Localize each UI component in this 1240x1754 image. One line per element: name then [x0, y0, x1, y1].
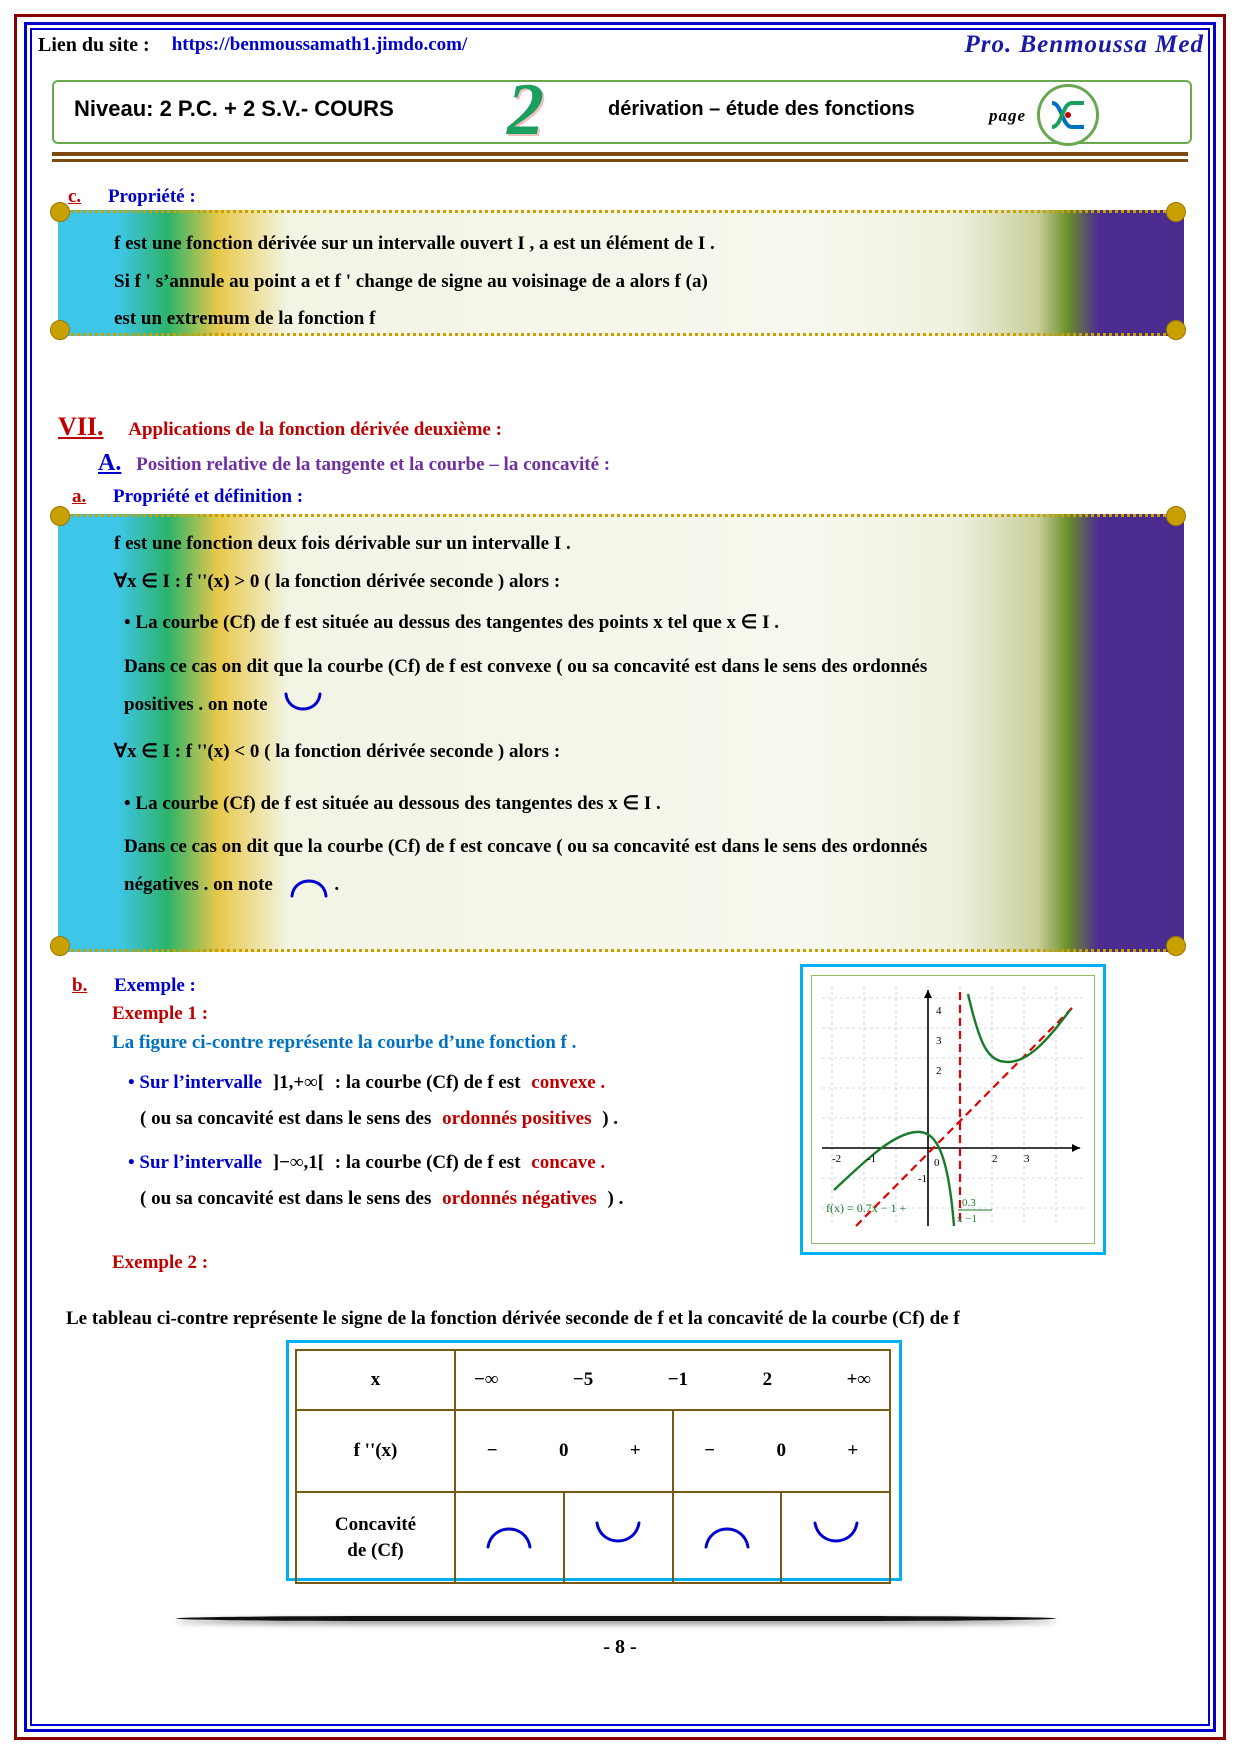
definition-line: négatives . on note [124, 874, 273, 896]
sign-symbol: − [704, 1440, 716, 1461]
section-c-title: Propriété : [107, 186, 196, 207]
bullet-2-prefix: Sur l’intervalle [139, 1152, 263, 1173]
concavity-label-line2: de (Cf) [347, 1539, 404, 1561]
example-2-label: Exemple 2 : [112, 1252, 209, 1273]
sign-symbol: + [629, 1440, 641, 1461]
corner-dot [1166, 936, 1186, 956]
definition-line: Dans ce cas on dit que la courbe (Cf) de f est convexe ( ou sa concavité est dans le sens des ordonnés [124, 655, 928, 677]
example-1-intro: La figure ci-contre représente la courbe d’une fonction f . [112, 1032, 577, 1053]
note-2-b: ordonnés négatives [442, 1188, 597, 1209]
definition-line: ∀x ∈ I : f ''(x) < 0 ( la fonction dérivée seconde ) alors : [114, 741, 561, 763]
cell-x-value: −∞ [474, 1369, 499, 1390]
corner-dot [50, 506, 70, 526]
cell-x-header: x [296, 1350, 455, 1410]
top-bar [34, 28, 1214, 62]
definition-line: Dans ce cas on dit que la courbe (Cf) de f est concave ( ou sa concavité est dans le sens des ordonnés [124, 836, 928, 858]
section-vii-number: VII. [58, 412, 104, 441]
cap-symbol [288, 872, 330, 906]
concavity-label-line1: Concavité [334, 1513, 417, 1535]
corner-dot [50, 936, 70, 956]
corner-dot [1166, 320, 1186, 340]
svg-text:-2: -2 [832, 1153, 842, 1165]
svg-text:0: 0 [934, 1157, 940, 1169]
svg-text:f(x) = 0.7x − 1 +: f(x) = 0.7x − 1 + [826, 1201, 907, 1215]
bullet-1-mid: : la courbe (Cf) de f est [334, 1072, 521, 1093]
example-1-bullet-2: • Sur l’intervalle ]−∞,1[ : la courbe (Cf) de f est concave . [128, 1152, 606, 1173]
corner-dot [50, 320, 70, 340]
section-c-heading [68, 186, 196, 208]
svg-text:2: 2 [992, 1153, 998, 1165]
table-intro-text: Le tableau ci-contre représente le signe de la fonction dérivée seconde de f et la concavité de la courbe (Cf) de f [66, 1308, 960, 1329]
definition-line: • La courbe (Cf) de f est située au dessus des tangentes des points x tel que x ∈ I . [124, 612, 779, 634]
section-vii-heading [58, 412, 502, 442]
example-1-bullet-1: • Sur l’intervalle ]1,+∞[ : la courbe (Cf) de f est convexe . [128, 1072, 606, 1093]
concavity-cell-cup [781, 1492, 890, 1583]
header-level: Niveau: 2 P.C. + 2 S.V.- COURS [74, 96, 394, 121]
cup-symbol [282, 692, 324, 726]
corner-dot [1166, 506, 1186, 526]
section-c-tag: c. [68, 186, 82, 207]
site-link-label: Lien du site : [38, 33, 150, 56]
definition-line: ∀x ∈ I : f ''(x) > 0 ( la fonction dérivée seconde ) alors : [114, 570, 561, 592]
header-rule-top [52, 152, 1188, 156]
svg-text:3: 3 [1024, 1153, 1030, 1165]
cell-x-value: 2 [762, 1369, 773, 1390]
sign-zero: 0 [558, 1440, 569, 1461]
note-1-a: ( ou sa concavité est dans le sens des [140, 1108, 432, 1129]
header-rule-bottom [52, 159, 1188, 162]
page-number: - 8 - [603, 1636, 637, 1658]
bullet-2-word: concave . [531, 1152, 606, 1173]
concavity-cell-cap [673, 1492, 782, 1583]
corner-dot [1166, 202, 1186, 222]
property-box-1-content [114, 231, 1144, 344]
corner-dot [50, 202, 70, 222]
header-page-label: page [989, 106, 1027, 125]
svg-text:x −1: x −1 [957, 1213, 977, 1225]
svg-text:3: 3 [936, 1035, 942, 1047]
graph-canvas [811, 975, 1095, 1244]
header-title: dérivation – étude des fonctions [608, 98, 915, 120]
example-1-label: Exemple 1 : [112, 1003, 209, 1024]
concavity-cell-cap [455, 1492, 564, 1583]
graph-figure [800, 964, 1106, 1255]
cell-fpp-header [296, 1410, 455, 1492]
note-2-c: ) . [607, 1188, 624, 1209]
example-1-note-2 [140, 1188, 623, 1210]
header-band [52, 69, 1188, 151]
svg-text:-1: -1 [867, 1153, 877, 1165]
svg-text:4: 4 [936, 1005, 942, 1017]
section-a-number: A. [98, 450, 122, 476]
sign-zero: 0 [776, 1440, 786, 1461]
logo-icon [1037, 84, 1099, 146]
definition-line: • La courbe (Cf) de f est située au dessous des tangentes des x ∈ I . [124, 792, 661, 814]
definition-line: f est une fonction deux fois dérivable sur un intervalle I . [114, 533, 571, 554]
site-url-link[interactable]: https://benmoussamath1.jimdo.com/ [171, 34, 468, 55]
property-line: est un extremum de la fonction f [114, 308, 376, 330]
cell-x-value: +∞ [846, 1369, 871, 1390]
section-vii-title: Applications de la fonction dérivée deuxième : [128, 419, 502, 440]
bullet-2-mid: : la courbe (Cf) de f est [334, 1152, 521, 1173]
definition-box-content [114, 531, 1144, 918]
header-big-number: 2 [507, 69, 544, 151]
cell-x-value: −5 [572, 1369, 594, 1390]
section-a-sub-title: Propriété et définition : [113, 486, 304, 507]
section-b-title: Exemple : [114, 975, 196, 996]
property-line: f est une fonction dérivée sur un intervalle ouvert I , a est un élément de I . [114, 233, 715, 254]
definition-box [58, 514, 1184, 952]
svg-text:-1: -1 [918, 1173, 928, 1185]
cell-concavity-header [296, 1492, 455, 1583]
section-a-tag: a. [72, 486, 87, 507]
definition-line: . [334, 874, 340, 896]
author-name: Pro. Benmoussa Med [964, 31, 1204, 58]
table-row [296, 1350, 890, 1410]
property-box-1 [58, 210, 1184, 336]
bullet-2-interval: ]−∞,1[ [272, 1152, 325, 1173]
property-line: Si f ' s’annule au point a et f ' change de signe au voisinage de a alors f (a) [114, 270, 708, 292]
table-row [296, 1492, 890, 1583]
footer-divider [176, 1616, 1056, 1621]
fpp-label: f ''(x) [353, 1440, 398, 1461]
section-a-title: Position relative de la tangente et la courbe – la concavité : [136, 454, 611, 475]
note-1-c: ) . [602, 1108, 619, 1129]
section-b-tag: b. [72, 975, 88, 996]
bullet-1-prefix: Sur l’intervalle [139, 1072, 263, 1093]
svg-text:2: 2 [936, 1065, 942, 1077]
svg-text:0.3: 0.3 [962, 1197, 976, 1209]
example-1-note-1 [140, 1108, 618, 1130]
sign-table [295, 1349, 891, 1584]
concavity-cell-cup [564, 1492, 673, 1583]
bullet-1-word: convexe . [531, 1072, 606, 1093]
sign-symbol: − [486, 1440, 498, 1461]
section-b-heading [72, 975, 196, 997]
cell-x-value: −1 [667, 1369, 689, 1390]
sign-symbol: + [847, 1440, 859, 1461]
note-2-a: ( ou sa concavité est dans le sens des [140, 1188, 432, 1209]
table-row [296, 1410, 890, 1492]
definition-line: positives . on note [124, 693, 268, 715]
note-1-b: ordonnés positives [442, 1108, 592, 1129]
section-a-sub-heading [72, 486, 303, 508]
section-a-heading [98, 450, 610, 477]
bullet-1-interval: ]1,+∞[ [272, 1072, 325, 1093]
sign-table-figure [286, 1340, 902, 1581]
sign-table-inner [295, 1349, 891, 1570]
